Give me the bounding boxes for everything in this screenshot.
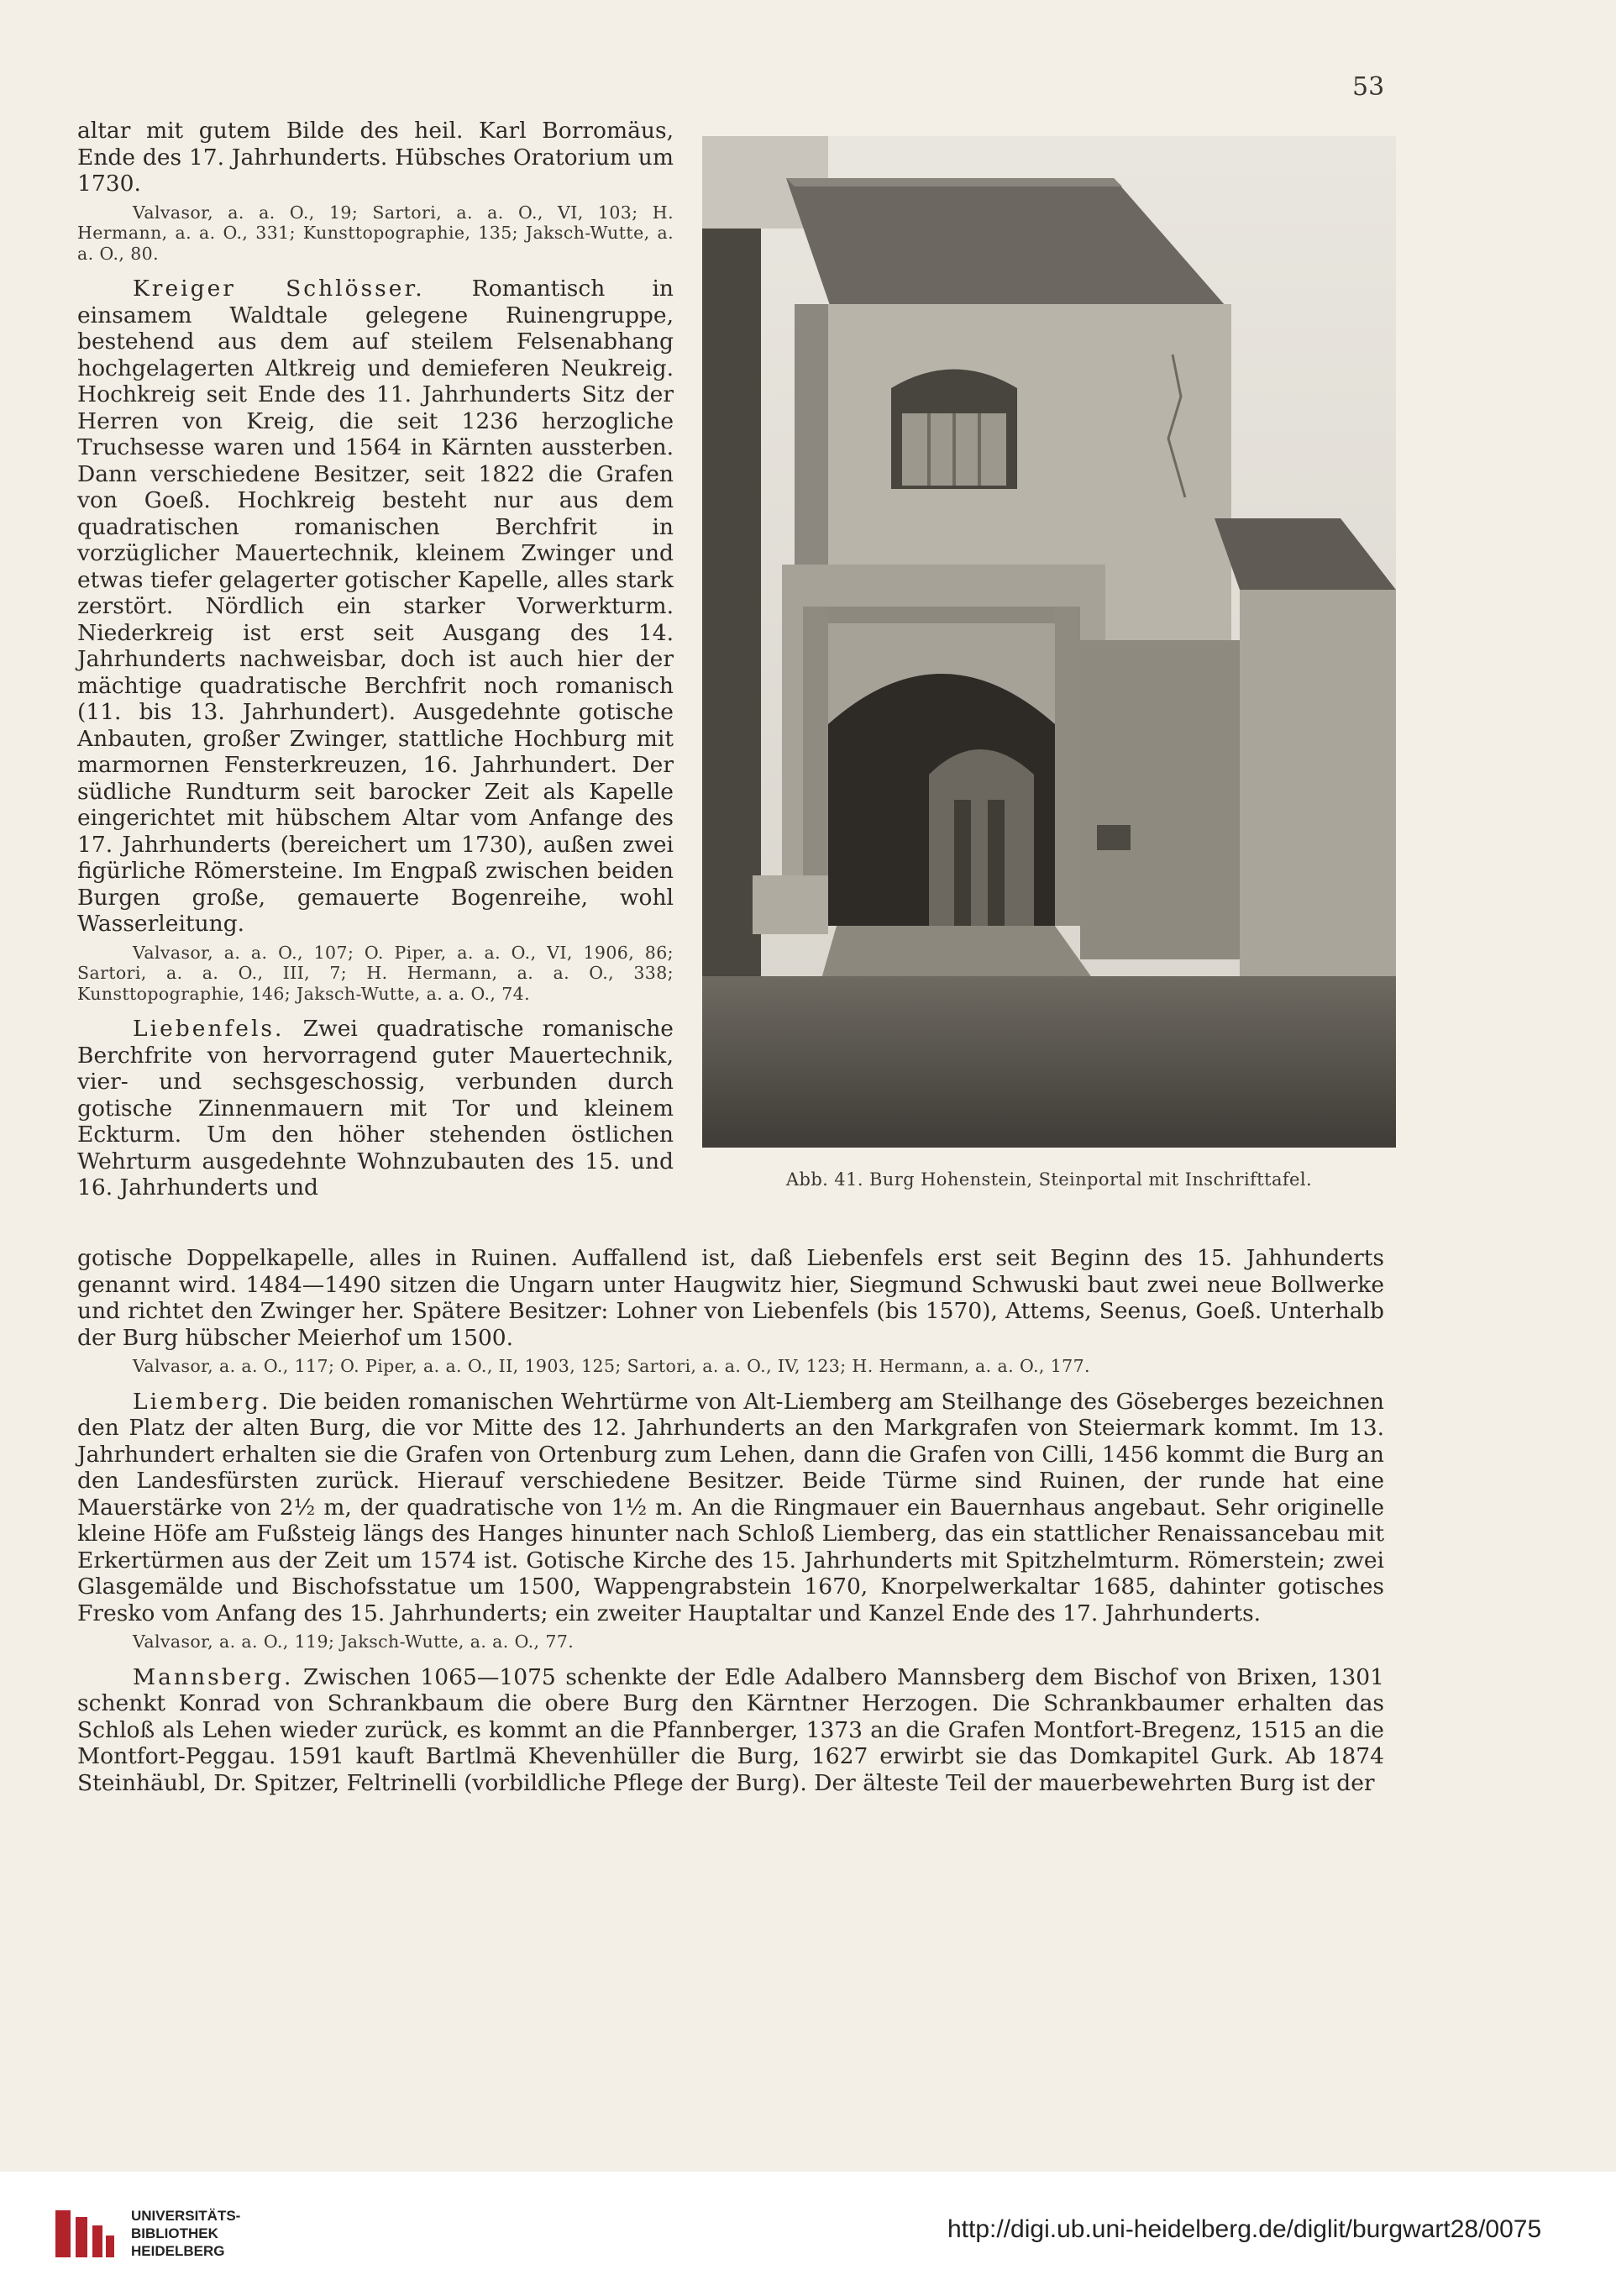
source-url-link[interactable]: http://digi.ub.uni-heidelberg.de/diglit/burgwart28/0075 bbox=[947, 2215, 1542, 2243]
source-note: Valvasor, a. a. O., 117; O. Piper, a. a. O., II, 1903, 125; Sartori, a. a. O., IV, 123; H. Hermann, a. a. O., 177. bbox=[133, 1356, 1090, 1376]
entry-body: Zwischen 1065—1075 schenkte der Edle Adalbero Mannsberg dem Bischof von Brixen, 1301 schenkt Konrad von Schrankbaum die obere Burg den Kärntner Herzogen. Die Schrankbaumer erhalten das Schloß als Lehen wieder zurück, es kommt an die Pfannberger, 1373 an die Grafen Montfort-Bregenz, 1515 an die Montfort-Peggau. 1591 kauft Bartlmä Khevenhüller die Burg, 1627 erwirbt sie das Domkapitel Gurk. Ab 1874 Steinhäubl, Dr. Spitzer, Feltrinelli (vorbildliche Pflege der Burg). Der älteste Teil der mauerbewehrten Burg ist der bbox=[77, 1663, 1384, 1796]
entry-body: Romantisch in einsamem Waldtale gelegene Ruinengruppe, bestehend aus dem auf steilem Felsenabhang hochgelagerten Altkreig und demieferen Neukreig. Hochkreig seit Ende des 11. Jahrhunderts Sitz der Herren von Kreig, die seit 1236 herzogliche Truchsesse waren und 1564 in Kärnten aussterben. Dann verschiedene Besitzer, seit 1822 die Grafen von Goeß. Hochkreig besteht nur aus dem quadratischen romanischen Berchfrit in vorzüglicher Mauertechnik, kleinem Zwinger und etwas tiefer gelagerter gotischer Kapelle, alles stark zerstört. Nördlich ein starker Vorwerkturm. Niederkreig ist erst seit Ausgang des 14. Jahrhunderts nachweisbar, doch ist auch hier der mächtige quadratische Berchfrit noch romanisch (11. bis 13. Jahrhundert). Ausgedehnte gotische Anbauten, großer Zwinger, stattliche Hochburg mit marmornen Fensterkreuzen, 16. Jahrhundert. Der südliche Rundturm seit barocker Zeit als Kapelle eingerichtet mit hübschem Altar vom Anfange des 17. Jahrhunderts (bereichert um 1730), außen zwei figürliche Römersteine. Im Engpaß zwischen beiden Burgen große, gemauerte Bogenreihe, wohl Wasserleitung. bbox=[77, 276, 674, 937]
castle-photo-illustration bbox=[702, 136, 1396, 1148]
figure-caption: Abb. 41. Burg Hohenstein, Steinportal mit Inschrifttafel. bbox=[785, 1169, 1313, 1190]
library-logo-icon bbox=[55, 2210, 114, 2257]
entry-heading: Liebenfels. bbox=[133, 1016, 285, 1042]
page-number: 53 bbox=[1352, 72, 1385, 102]
entry-liebenfels bbox=[77, 1016, 674, 1201]
entry-heading: Kreiger Schlösser. bbox=[133, 276, 425, 302]
entry-mannsberg bbox=[77, 1664, 1384, 1797]
library-name-line: HEIDELBERG bbox=[131, 2243, 225, 2259]
paragraph: altar mit gutem Bilde des heil. Karl Borromäus, Ende des 17. Jahrhunderts. Hübsches Oratorium um 1730. bbox=[77, 118, 674, 197]
entry-liemberg bbox=[77, 1389, 1384, 1627]
entry-kreiger-schloesser bbox=[77, 276, 674, 938]
source-note: Valvasor, a. a. O., 119; Jaksch-Wutte, a. a. O., 77. bbox=[133, 1631, 575, 1652]
library-name bbox=[131, 2207, 240, 2260]
entry-heading: Mannsberg. bbox=[133, 1663, 294, 1690]
source-note: Valvasor, a. a. O., 107; O. Piper, a. a. O., VI, 1906, 86; Sartori, a. a. O., III, 7; H. Hermann, a. a. O., 338; Kunsttopographie, 146; Jaksch-Wutte, a. a. O., 74. bbox=[77, 942, 674, 1004]
left-column bbox=[77, 118, 674, 1201]
library-name-line: BIBLIOTHEK bbox=[131, 2225, 218, 2241]
source-note: Valvasor, a. a. O., 19; Sartori, a. a. O., VI, 103; H. Hermann, a. a. O., 331; Kunsttopographie, 135; Jaksch-Wutte, a. a. O., 80. bbox=[77, 202, 674, 264]
library-footer bbox=[0, 2172, 1616, 2296]
entry-body: Die beiden romanischen Wehrtürme von Alt-Liemberg am Steilhange des Göseberges bezeichnen den Platz der alten Burg, die vor Mitte des 12. Jahrhunderts an den Markgrafen von Steiermark kommt. Im 13. Jahrhundert erhalten sie die Grafen von Ortenburg zum Lehen, dann die Grafen von Cilli, 1456 kommt die Burg an den Landesfürsten zurück. Hierauf verschiedene Besitzer. Beide Türme sind Ruinen, der runde hat eine Mauerstärke von 2½ m, der quadratische von 1½ m. An die Ringmauer ein Bauernhaus angebaut. Sehr originelle kleine Höfe am Fußsteig längs des Hanges hinunter nach Schloß Liemberg, das ein stattlicher Renaissancebau mit Erkertürmen aus der Zeit um 1574 ist. Gotische Kirche des 15. Jahrhunderts mit Spitzhelmturm. Römerstein; zwei Glasgemälde und Bischofsstatue um 1500, Wappengrabstein 1670, Knorpelwerkaltar 1685, dahinter gotisches Fresko vom Anfang des 15. Jahrhunderts; ein zweiter Hauptaltar und Kanzel Ende des 17. Jahrhunderts. bbox=[77, 1388, 1384, 1626]
entry-body: Zwei quadratische romanische Berchfrite von hervorragend guter Mauertechnik, vier- und sechsgeschossig, verbunden durch gotische Zinnenmauern mit Tor und kleinem Eckturm. Um den höher stehenden östlichen Wehrturm ausgedehnte Wohnzubauten des 15. und 16. Jahrhunderts und bbox=[77, 1016, 674, 1201]
photo-burg-hohenstein bbox=[702, 136, 1396, 1148]
full-width-text bbox=[77, 1245, 1384, 1796]
library-name-line: UNIVERSITÄTS- bbox=[131, 2208, 241, 2224]
paragraph: gotische Doppelkapelle, alles in Ruinen. Auffallend ist, daß Liebenfels erst seit Beginn des 15. Jahhunderts genannt wird. 1484—1490 sitzen die Ungarn unter Haugwitz hier, Siegmund Schwuski baut zwei neue Bollwerke und richtet den Zwinger her. Spätere Besitzer: Lohner von Liebenfels (bis 1570), Attems, Seenus, Goeß. Unterhalb der Burg hübscher Meierhof um 1500. bbox=[77, 1245, 1384, 1351]
entry-heading: Liemberg. bbox=[133, 1388, 271, 1415]
